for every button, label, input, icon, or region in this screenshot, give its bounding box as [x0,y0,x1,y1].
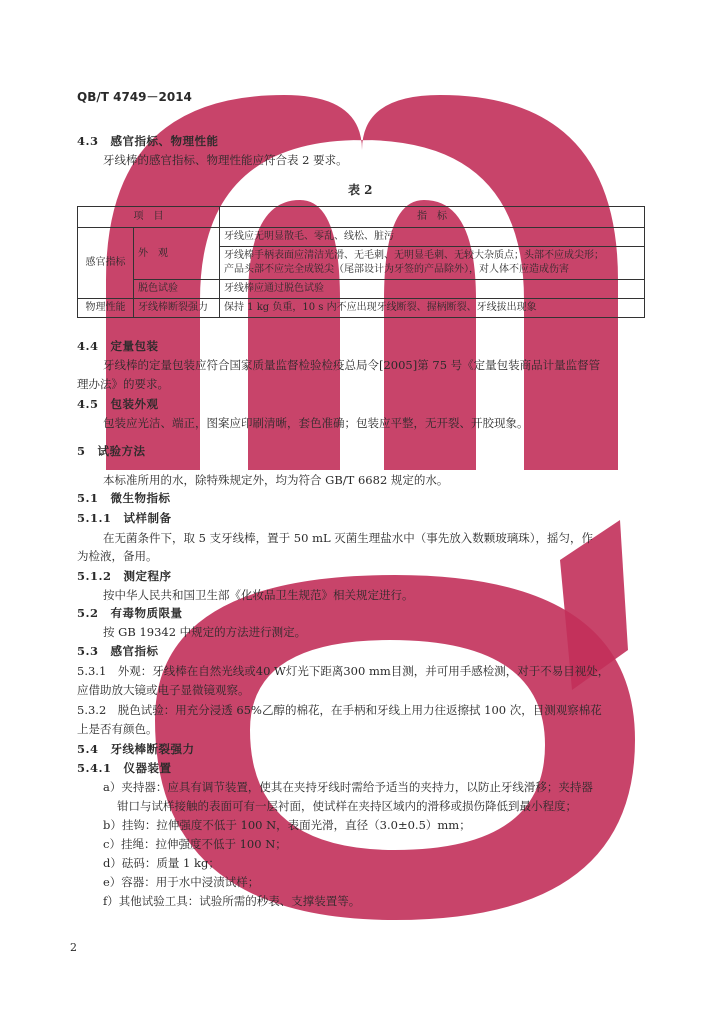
section-5-1-heading: 5.1 微生物指标 [77,491,171,505]
table-2-title: 表 2 [348,183,373,197]
table-cell-line: 产品头部不应完全成锐尖（尾部设计为牙签的产品除外），对人体不应造成伤害 [224,264,569,275]
table-cell: 牙线应无明显散毛、零乱、线松、脏污 [220,228,645,247]
table-cell: 牙线棒应通过脱色试验 [220,280,645,299]
section-5-1-1-line-2: 为检液，备用。 [77,549,158,563]
section-4-3-text: 牙线棒的感官指标、物理性能应符合表 2 要求。 [103,153,348,167]
table-item-appearance: 外 观 [134,228,220,280]
section-5-1-2-heading: 5.1.2 测定程序 [77,569,172,583]
table-group-physical: 物理性能 [78,299,134,318]
table-cell-line: 牙线棒手柄表面应清洁光滑、无毛刺、无明显毛刺、无较大杂质点；头部不应成尖形； [224,250,604,261]
section-5-1-2-text: 按中华人民共和国卫生部《化妆品卫生规范》相关规定进行。 [103,588,414,602]
standard-code: QB/T 4749－2014 [77,90,192,104]
table-row [78,299,645,318]
table-2 [77,206,645,318]
section-5-4-heading: 5.4 牙线棒断裂强力 [77,742,195,756]
section-5-3-2-line-1: 5.3.2 脱色试验：用充分浸透 65%乙醇的棉花，在手柄和牙线上用力往返擦拭 100 次，目测观察棉花 [77,703,602,717]
list-item-c: c）挂绳：拉伸强度不低于 100 N； [103,837,287,851]
section-4-5-text: 包装应光洁、端正，图案应印刷清晰，套色准确；包装应平整，无开裂、开胶现象。 [103,416,529,430]
section-4-5-heading: 4.5 包装外观 [77,397,159,411]
table-item-decolor: 脱色试验 [134,280,220,299]
list-item-a-line-1: a）夹持器：应具有调节装置，使其在夹持牙线时需给予适当的夹持力，以防止牙线滑移；夹持器 [103,780,593,794]
list-item-d: d）砝码：质量 1 kg； [103,856,220,870]
table-header-index: 指 标 [220,207,645,228]
section-5-heading: 5 试验方法 [77,444,146,458]
section-5-1-1-line-1: 在无菌条件下，取 5 支牙线棒，置于 50 mL 灭菌生理盐水中（事先放入数颗玻璃珠），摇匀，作 [103,531,594,545]
section-5-3-heading: 5.3 感官指标 [77,644,159,658]
page-number: 2 [70,941,77,954]
table-row [78,228,645,247]
section-5-2-heading: 5.2 有毒物质限量 [77,606,183,620]
table-item-strength: 牙线棒断裂强力 [134,299,220,318]
table-header-row [78,207,645,228]
list-item-a-line-2: 钳口与试样接触的表面可有一层衬面，使试样在夹持区域内的滑移或损伤降低到最小程度； [117,799,577,813]
section-5-1-1-heading: 5.1.1 试样制备 [77,511,172,525]
table-row [78,280,645,299]
section-4-3-heading: 4.3 感官指标、物理性能 [77,134,219,148]
table-group-sensory: 感官指标 [78,228,134,299]
list-item-f: f）其他试验工具：试验所需的秒表、支撑装置等。 [103,894,361,908]
table-header-item: 项 目 [78,207,220,228]
section-5-4-1-heading: 5.4.1 仪器装置 [77,761,172,775]
section-5-3-1-line-1: 5.3.1 外观：牙线棒在自然光线或40 W灯光下距离300 mm目测，并可用手感检测，对于不易目视处， [77,664,610,678]
section-5-text: 本标准所用的水，除特殊规定外，均为符合 GB/T 6682 规定的水。 [103,473,449,487]
list-item-e: e）容器：用于水中浸渍试样； [103,875,260,889]
table-cell [220,247,645,280]
section-5-2-text: 按 GB 19342 中规定的方法进行测定。 [103,625,307,639]
section-4-4-line-2: 理办法》的要求。 [77,377,169,391]
list-item-b: b）挂钩：拉伸强度不低于 100 N，表面光滑，直径（3.0±0.5）mm； [103,818,471,832]
section-4-4-heading: 4.4 定量包装 [77,339,159,353]
section-5-3-2-line-2: 上是否有颜色。 [77,722,158,736]
section-5-3-1-line-2: 应借助放大镜或电子显微镜观察。 [77,683,250,697]
table-cell: 保持 1 kg 负重，10 s 内不应出现牙线断裂、握柄断裂、牙线拔出现象 [220,299,645,318]
section-4-4-line-1: 牙线棒的定量包装应符合国家质量监督检验检疫总局令[2005]第 75 号《定量包装商品计量监督管 [103,358,601,372]
